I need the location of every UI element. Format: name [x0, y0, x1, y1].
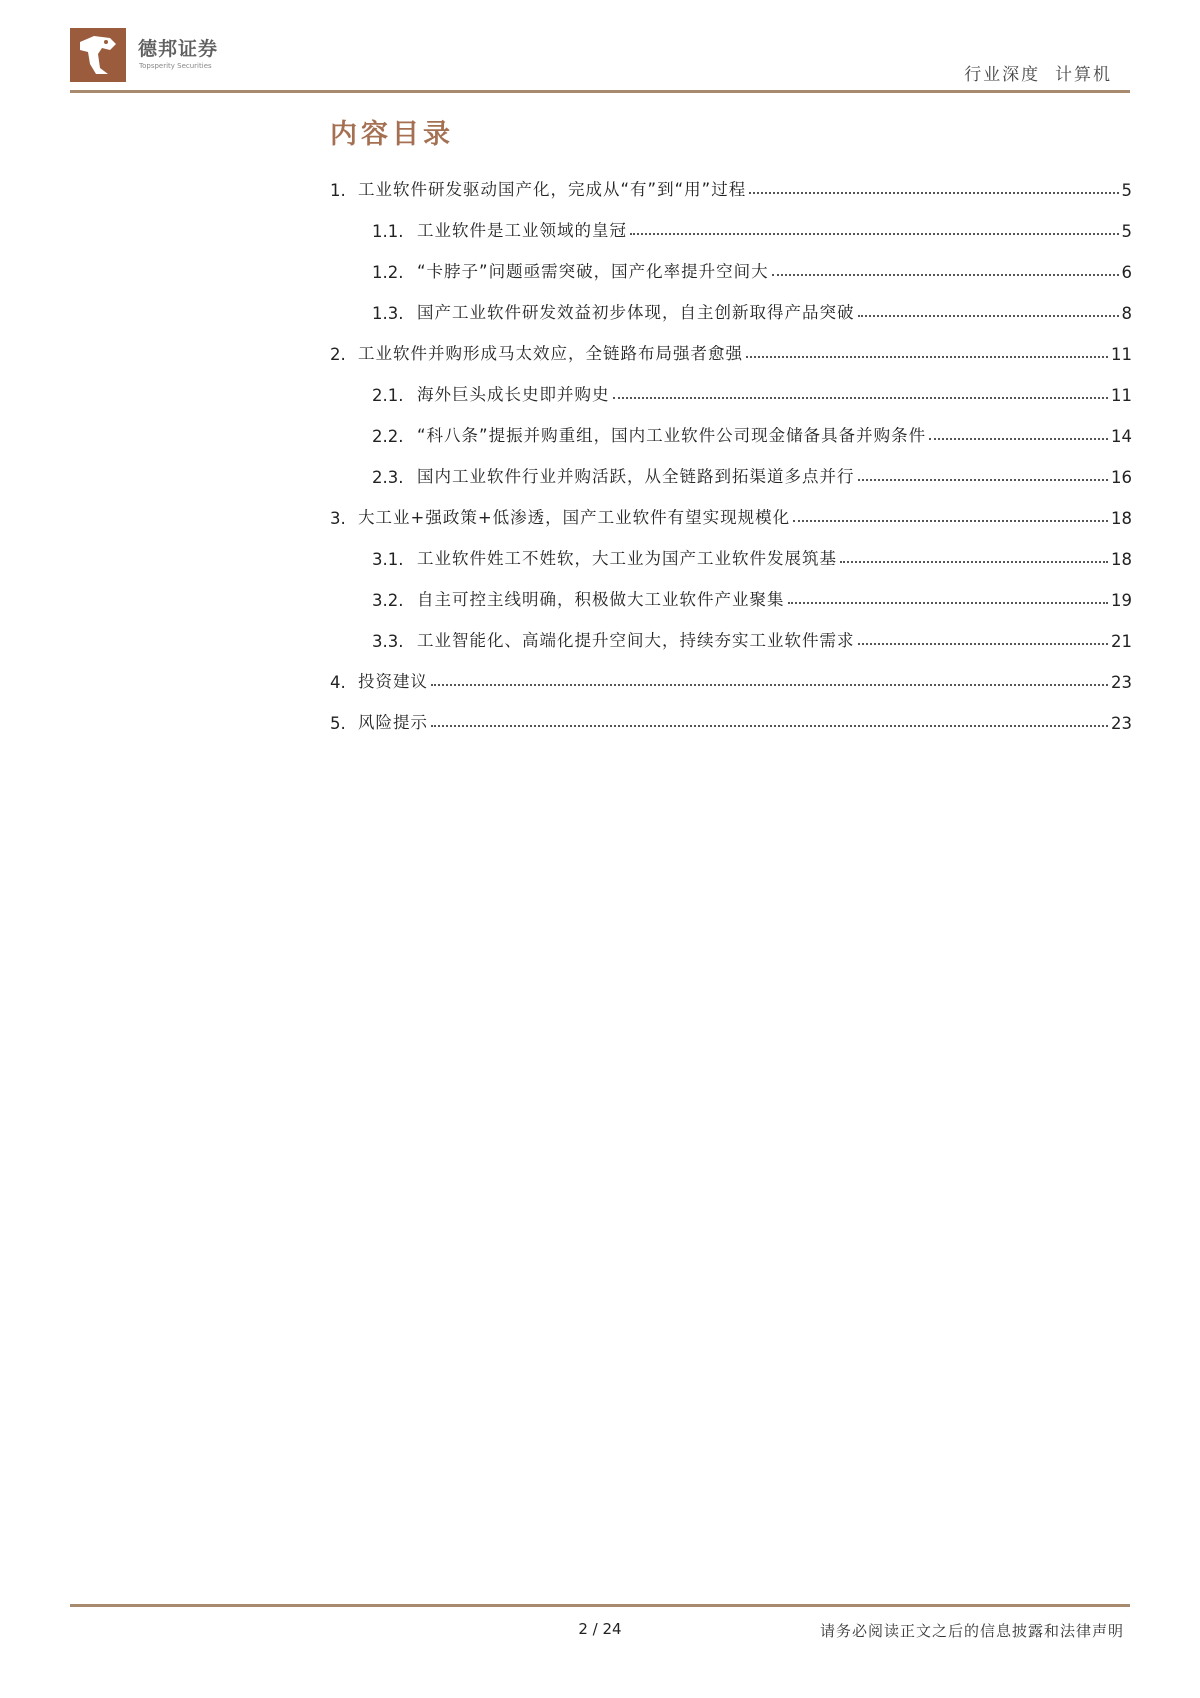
toc-entry[interactable]: [372, 582, 1132, 610]
header-divider: [70, 90, 1130, 93]
toc-entry[interactable]: [372, 213, 1132, 241]
toc-entry[interactable]: [330, 336, 1132, 364]
toc-entry-page: 11: [1111, 386, 1132, 405]
toc-entry-text: “卡脖子”问题亟需突破，国产化率提升空间大: [417, 262, 769, 281]
toc-entry-text: 工业智能化、高端化提升空间大，持续夯实工业软件需求: [417, 631, 855, 650]
toc-leader: [772, 274, 1119, 276]
toc-entry-page: 21: [1111, 632, 1132, 651]
toc-entry-number: 3.: [330, 509, 346, 528]
toc-entry-number: 5.: [330, 714, 346, 733]
toc-entry[interactable]: [330, 500, 1132, 528]
toc-entry-number: 1.1.: [372, 222, 404, 241]
toc-entry-text: 工业软件并购形成马太效应，全链路布局强者愈强: [358, 344, 743, 363]
toc-entry-page: 6: [1121, 263, 1132, 282]
toc-entry[interactable]: [372, 541, 1132, 569]
toc-entry-number: 1.3.: [372, 304, 404, 323]
toc-entry-number: 3.2.: [372, 591, 404, 610]
toc-leader: [858, 315, 1119, 317]
toc-entry-number: 2.2.: [372, 427, 404, 446]
toc-entry-page: 18: [1111, 509, 1132, 528]
toc-entry-number: 1.2.: [372, 263, 404, 282]
toc-entry-text: 工业软件研发驱动国产化，完成从“有”到“用”过程: [358, 180, 747, 199]
toc-entry-number: 1.: [330, 181, 346, 200]
toc-leader: [840, 561, 1108, 563]
toc-entry-page: 16: [1111, 468, 1132, 487]
toc-leader: [858, 643, 1109, 645]
toc-entry-text: 大工业+强政策+低渗透，国产工业软件有望实现规模化: [358, 508, 791, 527]
report-category: [964, 60, 1112, 85]
toc-entry-number: 3.1.: [372, 550, 404, 569]
toc-leader: [788, 602, 1109, 604]
toc-entry[interactable]: [372, 254, 1132, 282]
industry-name: 计算机: [1055, 65, 1112, 85]
toc-entry[interactable]: [330, 705, 1132, 733]
toc-entry-number: 3.3.: [372, 632, 404, 651]
toc-entry-page: 23: [1111, 714, 1132, 733]
toc-entry-text: 海外巨头成长史即并购史: [417, 385, 610, 404]
toc-entry-text: 自主可控主线明确，积极做大工业软件产业聚集: [417, 590, 785, 609]
toc-entry-text: 国内工业软件行业并购活跃，从全链路到拓渠道多点并行: [417, 467, 855, 486]
toc-entry-number: 2.3.: [372, 468, 404, 487]
report-type: 行业深度: [964, 65, 1041, 85]
toc-leader: [431, 725, 1108, 727]
toc-entry-page: 14: [1111, 427, 1132, 446]
toc-entry[interactable]: [330, 172, 1132, 200]
toc-entry-page: 18: [1111, 550, 1132, 569]
toc-title: 内容目录: [330, 119, 454, 150]
brand-subtitle: Topsperity Securities: [139, 62, 212, 70]
toc-entry-text: “科八条”提振并购重组，国内工业软件公司现金储备具备并购条件: [417, 426, 927, 445]
toc-entry-text: 风险提示: [358, 713, 428, 732]
toc-entry[interactable]: [372, 418, 1132, 446]
toc-entry-text: 国产工业软件研发效益初步体现，自主创新取得产品突破: [417, 303, 855, 322]
toc-entry-number: 2.: [330, 345, 346, 364]
toc-leader: [431, 684, 1108, 686]
toc-leader: [613, 397, 1109, 399]
toc-entry-text: 投资建议: [358, 672, 428, 691]
toc-entry-page: 8: [1121, 304, 1132, 323]
toc-leader: [793, 520, 1108, 522]
toc-entry-number: 4.: [330, 673, 346, 692]
company-logo: [70, 28, 230, 82]
toc-leader: [929, 438, 1108, 440]
legal-disclaimer: 请务必阅读正文之后的信息披露和法律声明: [819, 1622, 1124, 1640]
toc-entry-page: 5: [1121, 222, 1132, 241]
toc-entry-page: 19: [1111, 591, 1132, 610]
toc-leader: [746, 356, 1108, 358]
toc-entry-text: 工业软件是工业领域的皇冠: [417, 221, 627, 240]
toc-leader: [749, 192, 1118, 194]
toc-entry-number: 2.1.: [372, 386, 404, 405]
toc-leader: [630, 233, 1119, 235]
page-indicator: 2 / 24: [578, 1620, 622, 1638]
toc-entry-page: 5: [1121, 181, 1132, 200]
toc-entry-page: 11: [1111, 345, 1132, 364]
toc-entry-text: 工业软件姓工不姓软，大工业为国产工业软件发展筑基: [417, 549, 837, 568]
toc-leader: [858, 479, 1109, 481]
toc-entry[interactable]: [330, 664, 1132, 692]
toc-entry[interactable]: [372, 623, 1132, 651]
toc-entry[interactable]: [372, 377, 1132, 405]
logo-icon: [70, 28, 126, 82]
toc-entry-page: 23: [1111, 673, 1132, 692]
brand-name: 德邦证券: [138, 38, 219, 60]
toc-entry[interactable]: [372, 459, 1132, 487]
footer-divider: [70, 1604, 1130, 1607]
toc-entry[interactable]: [372, 295, 1132, 323]
